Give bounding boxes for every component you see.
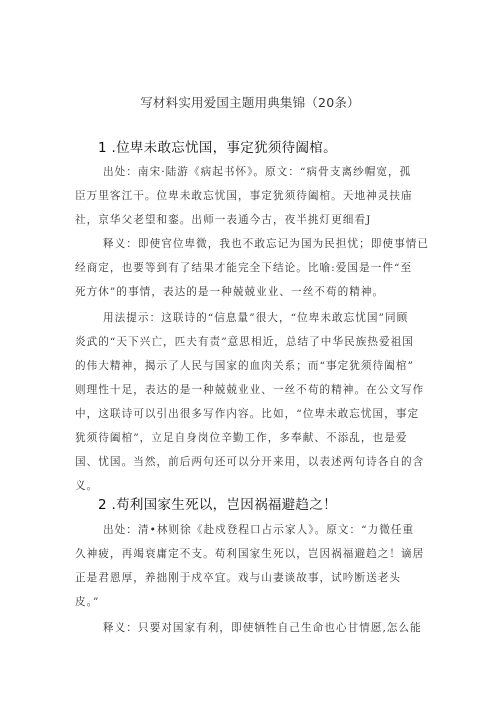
- text-line: 犹须待阖棺”，立足自身岗位辛勤工作，多奉献、不添乱，也是爱: [75, 432, 408, 444]
- text-line: 义。: [75, 480, 99, 492]
- document-title: 写材料实用爱国主题用典集锦（20条）: [140, 95, 360, 110]
- text-line: 臣万里客江干。位卑未敢忘忧国，事定犹须待阖棺。天地神灵扶庙: [75, 190, 413, 202]
- text-line: 皮。”: [75, 596, 100, 608]
- text-line: 则理性十足，表达的是一种兢兢业业、一丝不苟的精神。在公文写作: [75, 384, 425, 396]
- text-line: 释义：只要对国家有利，即使牺牲自己生命也心甘情愿,怎么能: [103, 622, 422, 634]
- text-line: 久神疲，再竭衰庸定不支。苟利国家生死以，岂因祸福避趋之！谪居: [75, 548, 425, 560]
- text-line: 出处：清•林则徐《赴戍登程口占示家人》。原文：“力微任重: [103, 524, 415, 536]
- text-line: 死方休”的事情，表达的是一种兢兢业业、一丝不苟的精神。: [75, 286, 385, 298]
- text-line: 出处：南宋·陆游《病起书怀》。原文：“病骨支离纱帽宽，孤: [103, 166, 412, 178]
- text-line: 中，这联诗可以引出很多写作内容。比如，“位卑未敢忘忧国，事定: [75, 408, 420, 420]
- section-heading-1: 1 .位卑未敢忘忧国，事定犹须待阖棺。: [98, 140, 337, 156]
- text-line: 释义：即使官位卑微，我也不敢忘记为国为民担忧；即使事情已: [103, 238, 430, 250]
- section-heading-2: 2 .苟利国家生死以，岂因祸福避趋之！: [98, 497, 337, 513]
- text-line: 经商定，也要等到有了结果才能完全下结论。比喻:爱国是一件“至: [75, 262, 413, 274]
- text-line: 国、忧国。当然，前后两句还可以分开来用，以表述两句诗各自的含: [75, 456, 425, 468]
- text-line: 社，京华父老望和銮。出师一表通今古，夜半挑灯更细看J: [75, 214, 372, 226]
- text-line: 用法提示：这联诗的“信息量”很大，“位卑未敢忘忧国”同顾: [103, 312, 409, 324]
- text-line: 炎武的“天下兴亡，匹夫有责”意思相近，总结了中华民族热爱祖国: [75, 336, 414, 348]
- text-line: 正是君恩厚，养拙刚于戍卒宜。戏与山妻谈故事，试吟断送老头: [75, 572, 402, 584]
- text-line: 的伟大精神，揭示了人民与国家的血肉关系；而“事定犹须待阖棺”: [75, 360, 414, 372]
